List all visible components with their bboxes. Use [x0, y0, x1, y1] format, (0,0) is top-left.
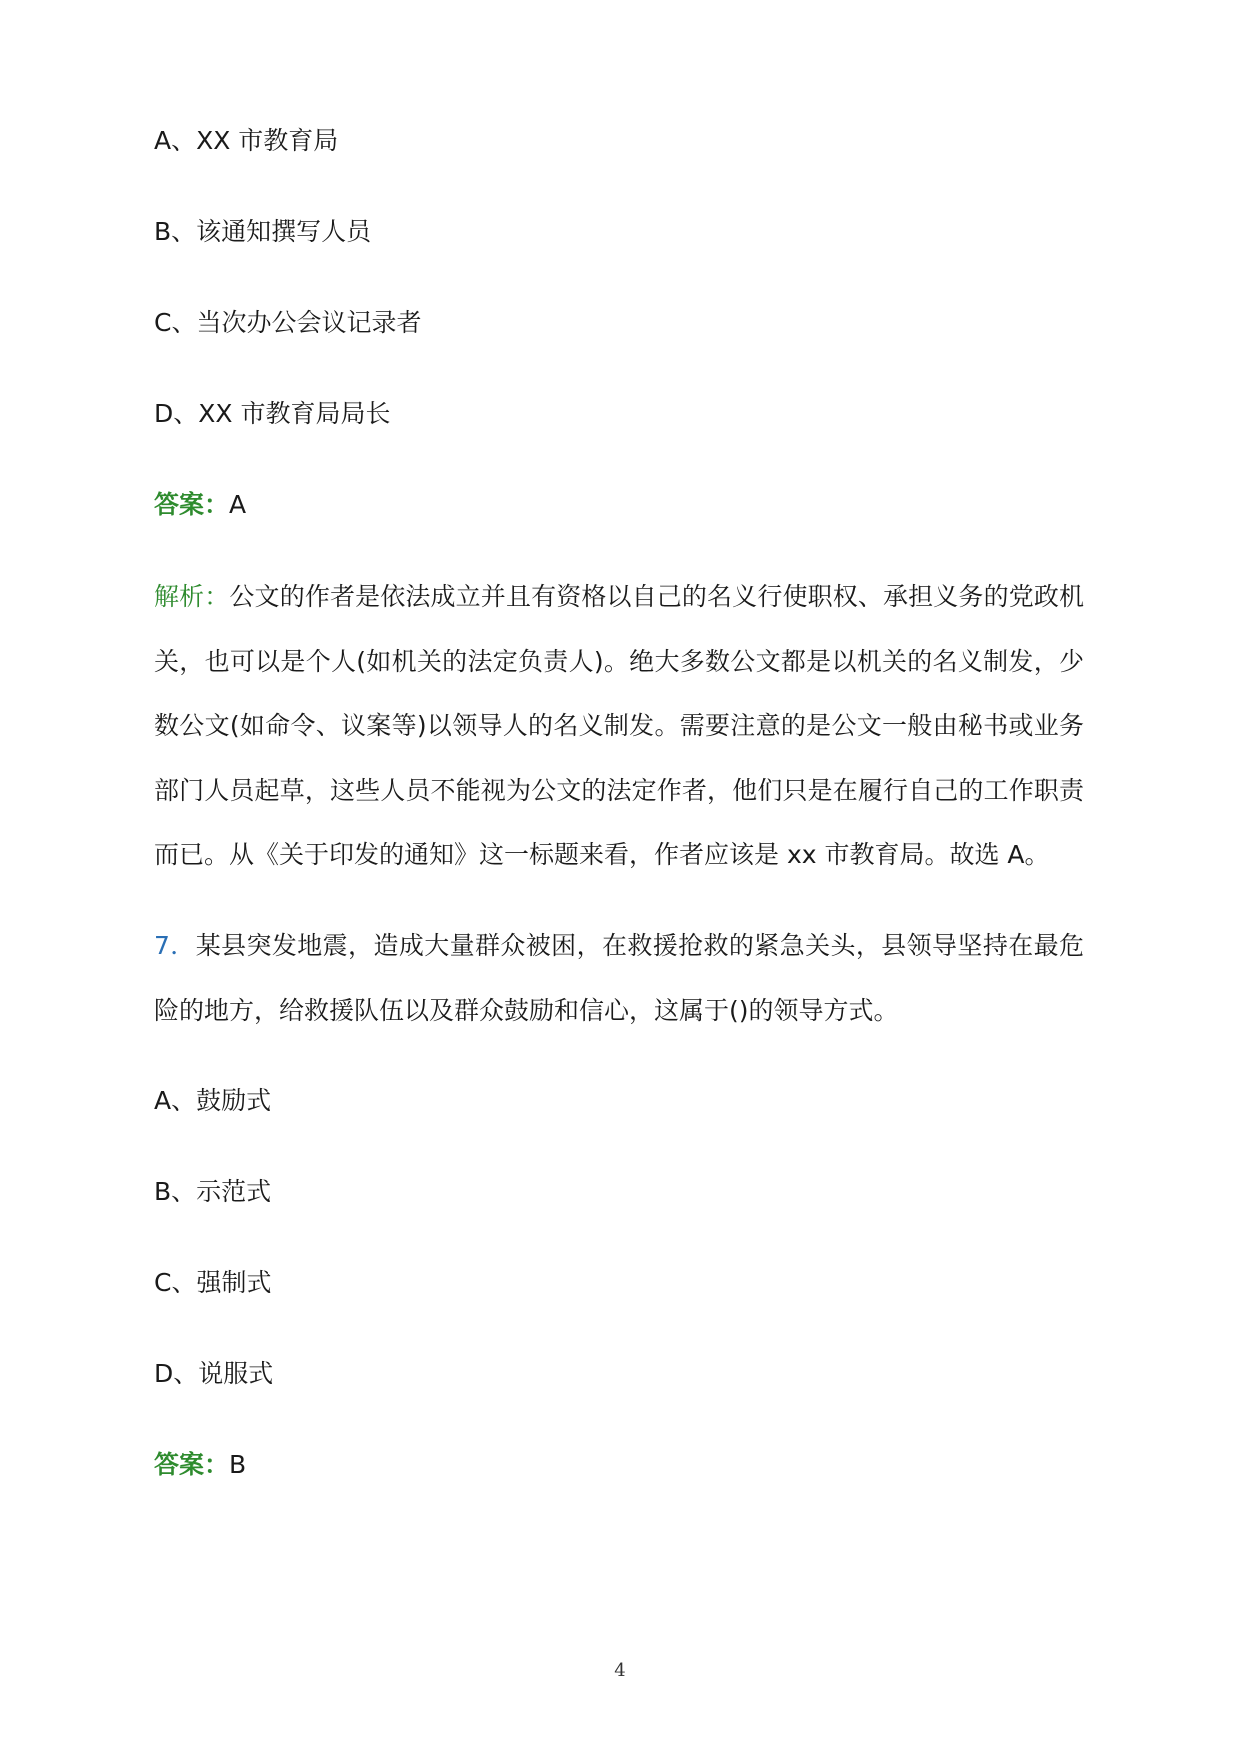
q6-answer — [154, 489, 1084, 521]
q7-option-d: D、说服式 — [154, 1359, 274, 1388]
q6-answer-value: A — [229, 490, 247, 519]
q6-answer-label: 答案： — [154, 490, 230, 519]
q6-option-b: B、该通知撰写人员 — [154, 217, 372, 246]
q6-option-d: D、XX 市教育局局长 — [154, 399, 391, 428]
q7-answer-label: 答案： — [154, 1450, 230, 1479]
q6-option-a: A、XX 市教育局 — [154, 126, 339, 155]
q7-option-c: C、强制式 — [154, 1268, 272, 1297]
q7-number: 7． — [154, 931, 196, 960]
q7-option-a: A、鼓励式 — [154, 1086, 272, 1115]
q6-option-c: C、当次办公会议记录者 — [154, 308, 422, 337]
q7-option-b: B、示范式 — [154, 1177, 272, 1206]
q6-analysis-label: 解析： — [154, 582, 230, 611]
q6-analysis-text: 公文的作者是依法成立并且有资格以自己的名义行使职权、承担义务的党政机关，也可以是个人(如机关的法定负责人)。绝大多数公文都是以机关的名义制发，少数公文(如命令、议案等)以领导人的名义制发。需要注意的是公文一般由秘书或业务部门人员起草，这些人员不能视为公文的法定作者，他们只是在履行自己的工作职责而已。从《关于印发的通知》这一标题来看，作者应该是 xx 市教育局。故选 A。 — [154, 582, 1084, 869]
q7-answer — [154, 1449, 1084, 1481]
q7-text: 某县突发地震，造成大量群众被困，在救援抢救的紧急关头，县领导坚持在最危险的地方，给救援队伍以及群众鼓励和信心，这属于()的领导方式。 — [154, 931, 1085, 1025]
q7-stem — [154, 914, 1084, 1043]
page-number: 4 — [614, 1660, 626, 1681]
q7-answer-value: B — [229, 1450, 247, 1479]
q6-analysis — [154, 565, 1084, 888]
